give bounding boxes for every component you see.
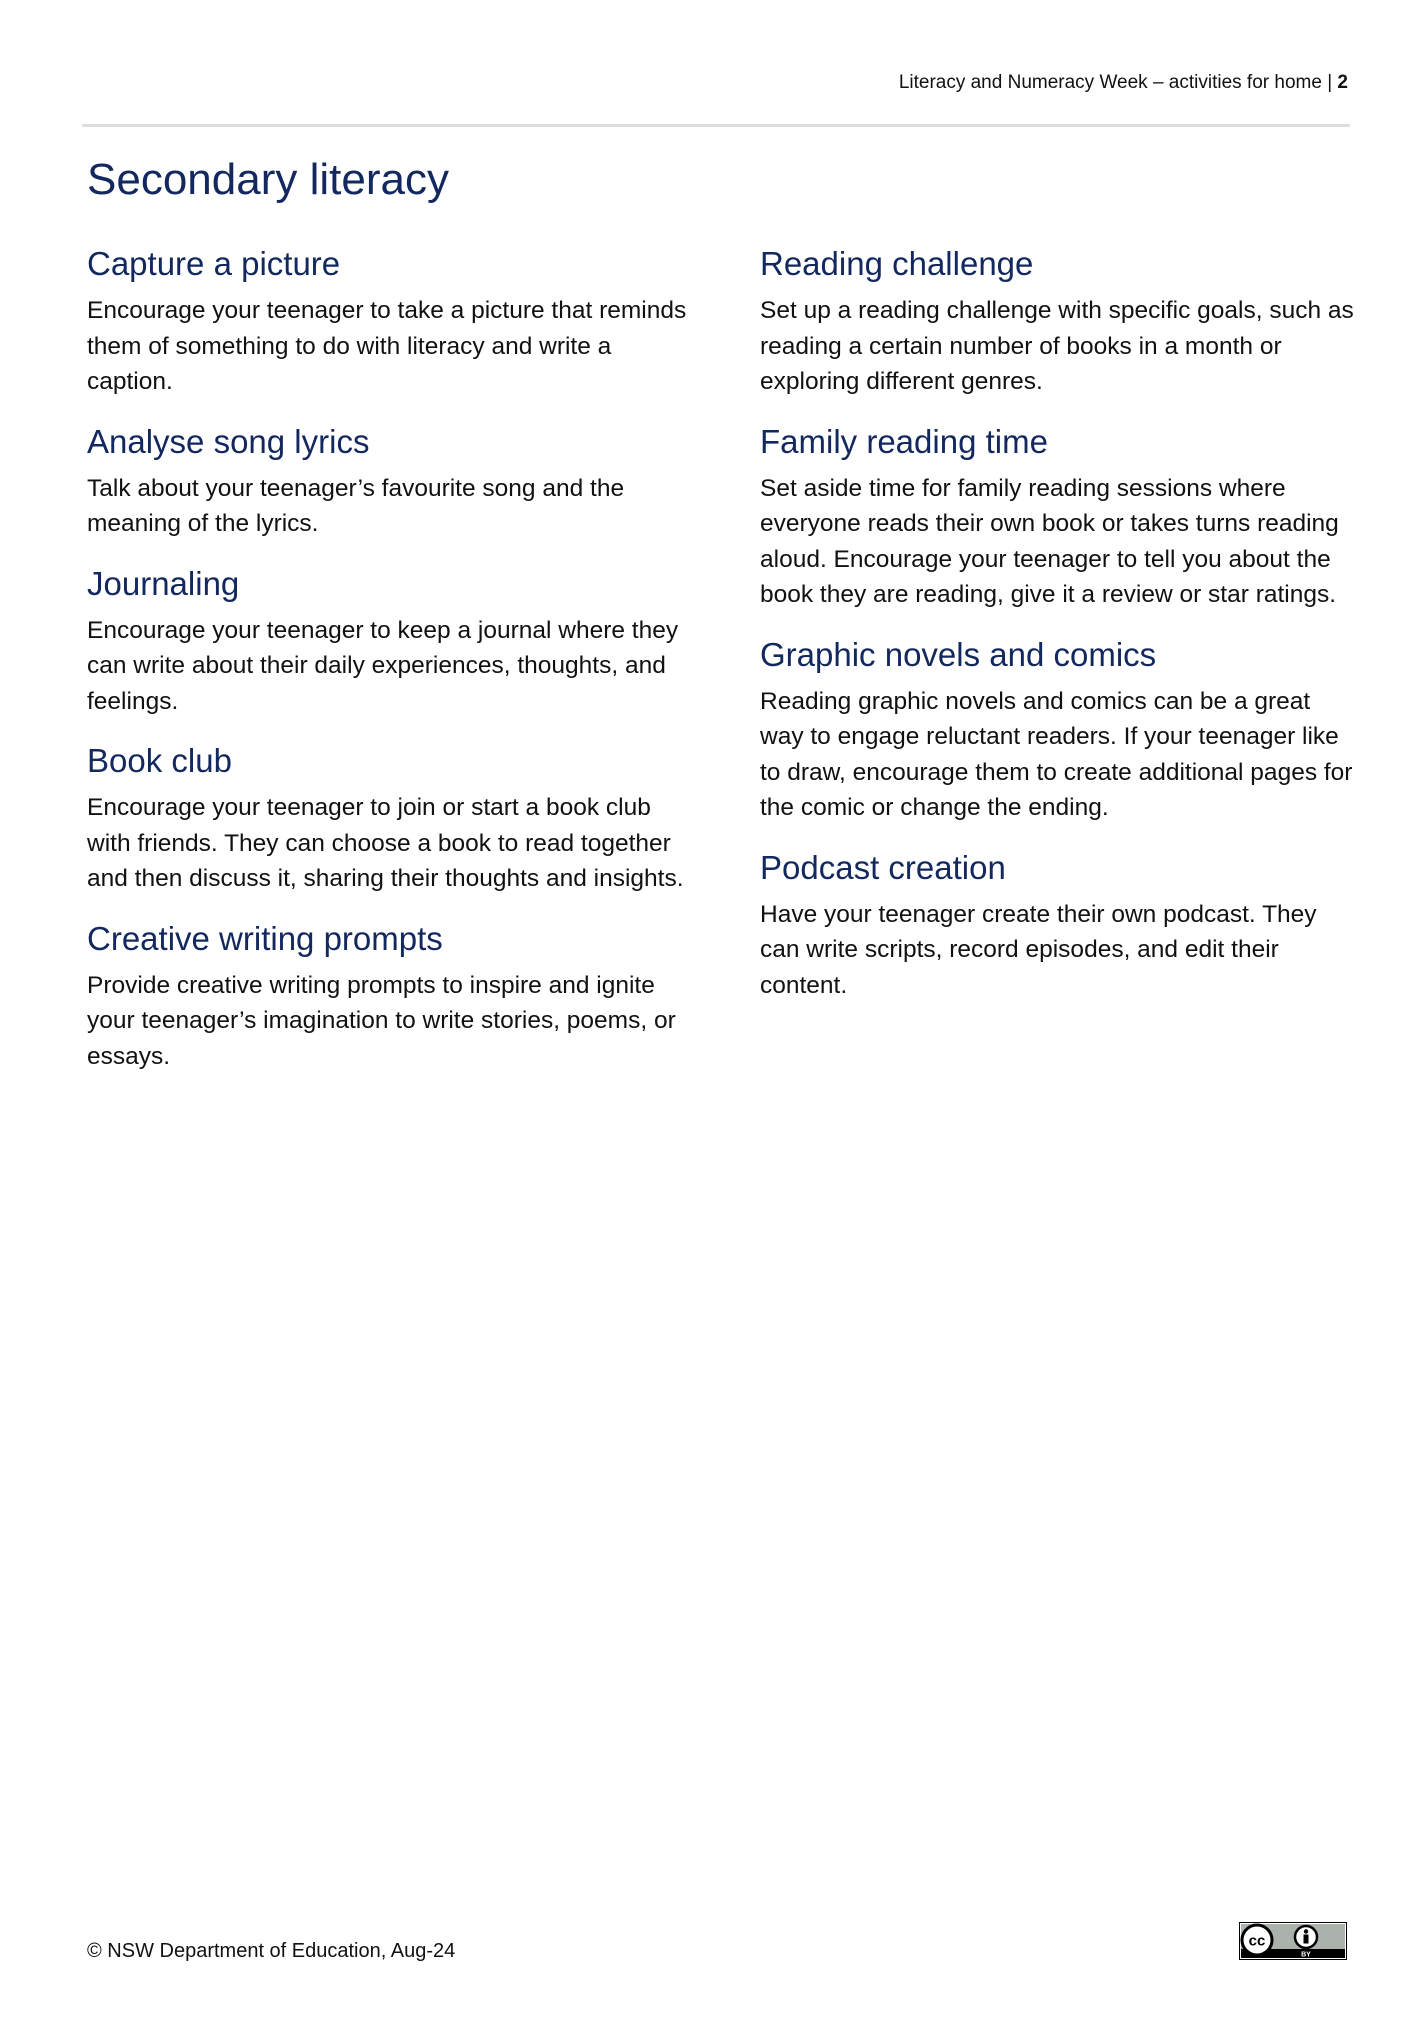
section-heading: Analyse song lyrics [87, 422, 370, 460]
section-body: Reading graphic novels and comics can be a great way to engage reluctant readers. If your teenager like to draw, encourage them to create additional pages for the comic or change the ending. [760, 687, 1353, 821]
section-heading: Graphic novels and comics [760, 635, 1157, 673]
page-number: 2 [1337, 72, 1348, 93]
section-body: Set aside time for family reading sessions where everyone reads their own book or takes turns reading aloud. Encourage your teenager to tell you about the book they are reading, give it a review or star ratings. [760, 474, 1339, 608]
section-journaling [87, 562, 687, 720]
section-heading: Reading challenge [760, 245, 1034, 282]
section-reading-challenge [760, 242, 1360, 400]
section-creative-writing-prompts [87, 917, 687, 1075]
section-heading: Capture a picture [87, 245, 341, 282]
section-body: Have your teenager create their own podcast. They can write scripts, record episodes, and edit their content. [760, 900, 1317, 999]
section-graphic-novels-and-comics [760, 633, 1360, 826]
section-body: Encourage your teenager to join or start a book club with friends. They can choose a book to read together and then discuss it, sharing their thoughts and insights. [87, 794, 684, 892]
section-heading: Podcast creation [760, 848, 1006, 886]
section-podcast-creation [760, 846, 1360, 1004]
section-body: Encourage your teenager to keep a journal where they can write about their daily experiences, thoughts, and feelings. [87, 616, 679, 715]
footer-copyright: © NSW Department of Education, Aug-24 [87, 1940, 456, 1962]
page-title: Secondary literacy [87, 155, 449, 204]
section-heading: Book club [87, 742, 232, 779]
header-separator: | [1327, 72, 1333, 93]
section-body: Provide creative writing prompts to inspire and ignite your teenager’s imagination to write stories, poems, or essays. [87, 971, 676, 1070]
by-text: BY [1301, 1951, 1311, 1959]
section-heading: Creative writing prompts [87, 919, 443, 957]
section-body: Set up a reading challenge with specific goals, such as reading a certain number of books in a month or exploring different genres. [760, 297, 1354, 395]
header-divider [82, 124, 1350, 127]
cc-text: cc [1248, 1932, 1266, 1950]
left-column [87, 242, 687, 1094]
running-header [899, 72, 1348, 94]
running-title: Literacy and Numeracy Week – activities for home [898, 72, 1322, 93]
section-heading: Journaling [87, 564, 240, 602]
creative-commons-by-icon [1239, 1922, 1347, 1960]
section-analyse-song-lyrics [87, 420, 687, 542]
section-capture-a-picture [87, 242, 687, 400]
section-book-club [87, 739, 687, 897]
section-body: Talk about your teenager’s favourite song and the meaning of the lyrics. [87, 474, 625, 537]
section-heading: Family reading time [760, 422, 1048, 460]
section-family-reading-time [760, 420, 1360, 613]
right-column [760, 242, 1360, 1023]
section-body: Encourage your teenager to take a picture that reminds them of something to do with literacy and write a caption. [87, 297, 687, 395]
